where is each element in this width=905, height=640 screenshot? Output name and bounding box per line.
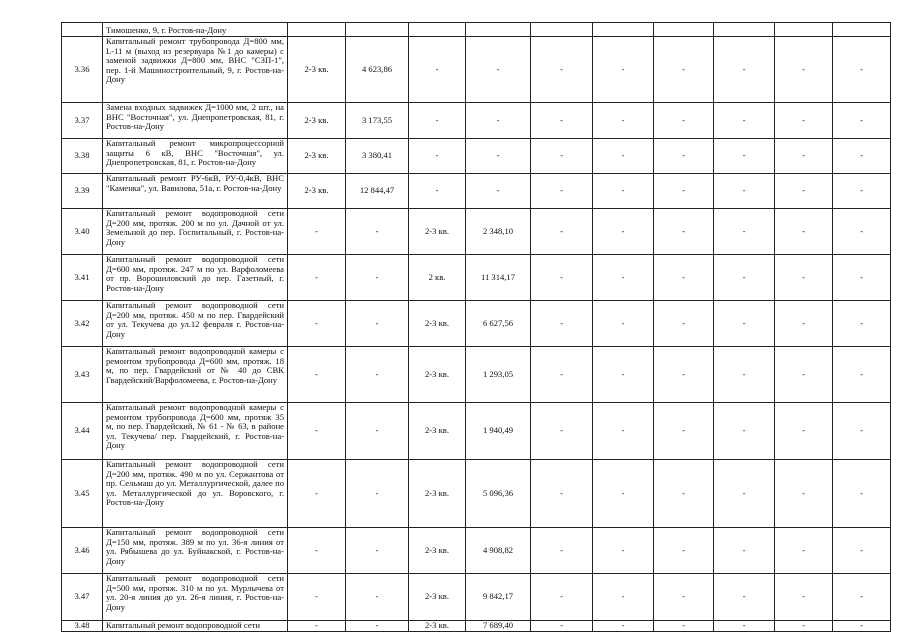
cell-sum-2: - xyxy=(466,103,531,139)
cell-term-1: - xyxy=(288,574,346,621)
cell-col-8: - xyxy=(593,301,654,347)
cell-sum-1: 4 623,86 xyxy=(346,37,409,103)
cell-col-8: - xyxy=(593,174,654,209)
cell-sum-1: - xyxy=(346,255,409,301)
cell-num: 3.46 xyxy=(62,528,103,574)
cell-num: 3.40 xyxy=(62,209,103,255)
cell-sum-2: 4 908,82 xyxy=(466,528,531,574)
table-body xyxy=(62,23,891,632)
cell-col-11: - xyxy=(775,528,833,574)
cell-num: 3.37 xyxy=(62,103,103,139)
cell-col-9: - xyxy=(654,574,714,621)
cell-desc: Капитальный ремонт водопроводной камеры с ремонтом трубопровода Д=600 мм, протяж 35 м, по пер. Гвардейский, № 61 - № 63, в районе ул. Текучева/ пер. Гвардейский, г. Ростов-на-Дону xyxy=(103,403,288,460)
cell-col-8: - xyxy=(593,403,654,460)
cell-col-7: - xyxy=(531,255,593,301)
cell-term-1: - xyxy=(288,460,346,528)
cell-col-10: - xyxy=(714,460,775,528)
cell-col-11: - xyxy=(775,621,833,632)
cell-desc: Капитальный ремонт трубопровода Д=800 мм, L-11 м (выход из резервуара №1 до камеры) с заменой задвижки Д=800 мм, ВНС "СЗП-1", пер. 1-й Машиностроительный, 9, г. Ростов-на-Дону xyxy=(103,37,288,103)
cell-col-11: - xyxy=(775,460,833,528)
cell-num xyxy=(62,23,103,37)
cell-num: 3.38 xyxy=(62,139,103,174)
cell-col-9: - xyxy=(654,174,714,209)
cell-col-7: - xyxy=(531,103,593,139)
cell-col-10: - xyxy=(714,174,775,209)
cell-term-1: - xyxy=(288,301,346,347)
cell-col-8: - xyxy=(593,139,654,174)
cell-sum-1: 3 173,55 xyxy=(346,103,409,139)
cell-col-12: - xyxy=(833,403,891,460)
cell-sum-2: - xyxy=(466,37,531,103)
cell-col-9: - xyxy=(654,403,714,460)
cell-col-8: - xyxy=(593,209,654,255)
cell-num: 3.42 xyxy=(62,301,103,347)
cell-col-7: - xyxy=(531,301,593,347)
cell-col-9: - xyxy=(654,301,714,347)
cell-col-7: - xyxy=(531,174,593,209)
table-row xyxy=(62,528,891,574)
cell-col-12: - xyxy=(833,347,891,403)
cell-col-7: - xyxy=(531,574,593,621)
cell-desc: Тимошенко, 9, г. Ростов-на-Дону xyxy=(103,23,288,37)
cell-col-10: - xyxy=(714,255,775,301)
cell-sum-1: - xyxy=(346,528,409,574)
cell-term-2: - xyxy=(409,103,466,139)
cell-col-9: - xyxy=(654,209,714,255)
table-row xyxy=(62,621,891,632)
cell-col-8: - xyxy=(593,574,654,621)
cell-num: 3.36 xyxy=(62,37,103,103)
cell-col-12: - xyxy=(833,255,891,301)
cell-col-7: - xyxy=(531,621,593,632)
cell-term-1: 2-3 кв. xyxy=(288,174,346,209)
cell-col-7: - xyxy=(531,460,593,528)
cell-col-10: - xyxy=(714,103,775,139)
table-row xyxy=(62,174,891,209)
cell-desc: Капитальный ремонт РУ-6кВ, РУ-0,4кВ, ВНС "Каменка", ул. Вавилова, 51а, г. Ростов-на-Дону xyxy=(103,174,288,209)
cell-term-2: 2-3 кв. xyxy=(409,621,466,632)
cell-sum-1: - xyxy=(346,403,409,460)
cell-term-1: - xyxy=(288,255,346,301)
cell-col-7: - xyxy=(531,139,593,174)
cell-term-2: 2-3 кв. xyxy=(409,209,466,255)
cell-term-2: 2-3 кв. xyxy=(409,460,466,528)
cell-col-12: - xyxy=(833,37,891,103)
cell-num: 3.48 xyxy=(62,621,103,632)
cell-col-8: - xyxy=(593,528,654,574)
cell-sum-2: - xyxy=(466,139,531,174)
cell-desc: Капитальный ремонт водопроводной сети Д=200 мм, протяж. 200 м по ул. Дачной от ул. Земельной до пер. Госпитальный, г. Ростов-на-Дону xyxy=(103,209,288,255)
cell-sum-1: - xyxy=(346,301,409,347)
cell-col-7: - xyxy=(531,403,593,460)
table-row xyxy=(62,403,891,460)
cell-sum-2: 7 689,40 xyxy=(466,621,531,632)
cell-desc: Капитальный ремонт водопроводной камеры с ремонтом трубопровода Д=600 мм, протяж. 18 м, по пер. Гвардейский от № 40 до СВК Гвардейский/Варфоломеева, г. Ростов-на-Дону xyxy=(103,347,288,403)
cell-col-11: - xyxy=(775,255,833,301)
cell-num: 3.43 xyxy=(62,347,103,403)
cell-num: 3.47 xyxy=(62,574,103,621)
cell-term-1: 2-3 кв. xyxy=(288,37,346,103)
cell-num: 3.39 xyxy=(62,174,103,209)
cell-term-2: - xyxy=(409,37,466,103)
cell-term-1: - xyxy=(288,347,346,403)
cell-col-10: - xyxy=(714,139,775,174)
cell-col-10: - xyxy=(714,621,775,632)
cell-col-11: - xyxy=(775,37,833,103)
cell-col-8: - xyxy=(593,103,654,139)
cell-desc: Замена входных задвижек Д=1000 мм, 2 шт., на ВНС "Восточная", ул. Днепропетровская, 81, г. Ростов-на-Дону xyxy=(103,103,288,139)
cell-col-12: - xyxy=(833,460,891,528)
cell-col-7: - xyxy=(531,37,593,103)
cell-col-11: - xyxy=(775,174,833,209)
cell-sum-1: 3 380,41 xyxy=(346,139,409,174)
table-row xyxy=(62,209,891,255)
cell-col-7: - xyxy=(531,347,593,403)
cell-col-10: - xyxy=(714,574,775,621)
cell-col-8: - xyxy=(593,37,654,103)
cell-col-12: - xyxy=(833,103,891,139)
cell-num: 3.45 xyxy=(62,460,103,528)
cell-col-11: - xyxy=(775,209,833,255)
cell-col-10: - xyxy=(714,528,775,574)
cell-term-1: - xyxy=(288,209,346,255)
document-sheet xyxy=(61,22,891,632)
cell-sum-1: - xyxy=(346,209,409,255)
cell-sum-1: - xyxy=(346,347,409,403)
cell-col-11: - xyxy=(775,301,833,347)
cell-col-8: - xyxy=(593,255,654,301)
cell-num: 3.44 xyxy=(62,403,103,460)
cell-term-2: 2-3 кв. xyxy=(409,574,466,621)
cell-sum-2: 2 348,10 xyxy=(466,209,531,255)
cell-term-1: - xyxy=(288,621,346,632)
cell-col-11: - xyxy=(775,574,833,621)
cell-col-12: - xyxy=(833,301,891,347)
cell-col-9: - xyxy=(654,37,714,103)
cell-col-9: - xyxy=(654,139,714,174)
cell-col-9: - xyxy=(654,255,714,301)
cell-col-7: - xyxy=(531,528,593,574)
cell-term-2: - xyxy=(409,139,466,174)
cell-num: 3.41 xyxy=(62,255,103,301)
cell-col-9: - xyxy=(654,103,714,139)
cell-sum-2: 11 314,17 xyxy=(466,255,531,301)
cell-term-2: 2-3 кв. xyxy=(409,528,466,574)
cell-col-12: - xyxy=(833,209,891,255)
cell-term-2: 2-3 кв. xyxy=(409,347,466,403)
cell-term-1: 2-3 кв. xyxy=(288,139,346,174)
cell-term-2: 2 кв. xyxy=(409,255,466,301)
cell-col-9: - xyxy=(654,460,714,528)
cell-desc: Капитальный ремонт микропроцессорной защиты 6 кВ, ВНС "Восточная", ул. Днепропетровская, 81, г. Ростов-на-Дону xyxy=(103,139,288,174)
cell-col-9: - xyxy=(654,347,714,403)
cell-col-7: - xyxy=(531,209,593,255)
cell-term-2: 2-3 кв. xyxy=(409,301,466,347)
cell-desc: Капитальный ремонт водопроводной сети Д=500 мм, протяж. 310 м по ул. Мурлычева от ул. 20-я линия до ул. 26-я линия, г. Ростов-на-Дону xyxy=(103,574,288,621)
cell-desc: Капитальный ремонт водопроводной сети xyxy=(103,621,288,632)
cell-col-12: - xyxy=(833,174,891,209)
cell-term-2: - xyxy=(409,174,466,209)
table-row xyxy=(62,347,891,403)
cell-desc: Капитальный ремонт водопроводной сети Д=150 мм, протяж. 389 м по ул. 36-я линия от ул. Рябышева до ул. Буйнакской, г. Ростов-на-Дону xyxy=(103,528,288,574)
table-row xyxy=(62,460,891,528)
cell-col-10: - xyxy=(714,37,775,103)
cell-sum-2: 6 627,56 xyxy=(466,301,531,347)
cell-desc: Капитальный ремонт водопроводной сети Д=200 мм, протяж. 490 м по ул. Сержантова от пр. Сельмаш до ул. Металлургической, далее по ул. Металлургической до ул. Воровского, г. Ростов-на-Дону xyxy=(103,460,288,528)
cell-sum-2: 5 096,36 xyxy=(466,460,531,528)
cell-sum-1: - xyxy=(346,460,409,528)
cell-sum-2: 1 940,49 xyxy=(466,403,531,460)
cell-col-11: - xyxy=(775,139,833,174)
cell-col-10: - xyxy=(714,301,775,347)
cell-term-1: - xyxy=(288,528,346,574)
cell-col-10: - xyxy=(714,403,775,460)
table-row xyxy=(62,301,891,347)
cell-desc: Капитальный ремонт водопроводной сети Д=200 мм, протяж. 450 м по пер. Гвардейский от ул. Текучева до ул.12 февраля г. Ростов-на-Дону xyxy=(103,301,288,347)
cell-col-9: - xyxy=(654,528,714,574)
cell-col-10: - xyxy=(714,347,775,403)
cell-col-11: - xyxy=(775,403,833,460)
cell-desc: Капитальный ремонт водопроводной сети Д=600 мм, протяж. 247 м по ул. Варфоломеева от пр. Ворошиловский до пер. Газетный, г. Ростов-на-Дону xyxy=(103,255,288,301)
cell-sum-2: 9 842,17 xyxy=(466,574,531,621)
cell-col-8: - xyxy=(593,460,654,528)
table-row xyxy=(62,255,891,301)
cell-sum-1: - xyxy=(346,621,409,632)
cell-col-8: - xyxy=(593,621,654,632)
cell-col-11: - xyxy=(775,103,833,139)
cell-col-12: - xyxy=(833,139,891,174)
cell-sum-2: 1 293,05 xyxy=(466,347,531,403)
cell-col-9: - xyxy=(654,621,714,632)
table-row-fragment xyxy=(62,23,891,37)
cell-col-12: - xyxy=(833,528,891,574)
cell-col-11: - xyxy=(775,347,833,403)
cell-col-10: - xyxy=(714,209,775,255)
cell-col-12: - xyxy=(833,621,891,632)
cell-sum-2: - xyxy=(466,174,531,209)
cell-term-2: 2-3 кв. xyxy=(409,403,466,460)
cell-col-12: - xyxy=(833,574,891,621)
cell-sum-1: 12 844,47 xyxy=(346,174,409,209)
table-row xyxy=(62,574,891,621)
table-row xyxy=(62,37,891,103)
cell-term-1: 2-3 кв. xyxy=(288,103,346,139)
table-row xyxy=(62,139,891,174)
table-row xyxy=(62,103,891,139)
works-table xyxy=(61,22,891,632)
cell-term-1: - xyxy=(288,403,346,460)
cell-col-8: - xyxy=(593,347,654,403)
cell-sum-1: - xyxy=(346,574,409,621)
